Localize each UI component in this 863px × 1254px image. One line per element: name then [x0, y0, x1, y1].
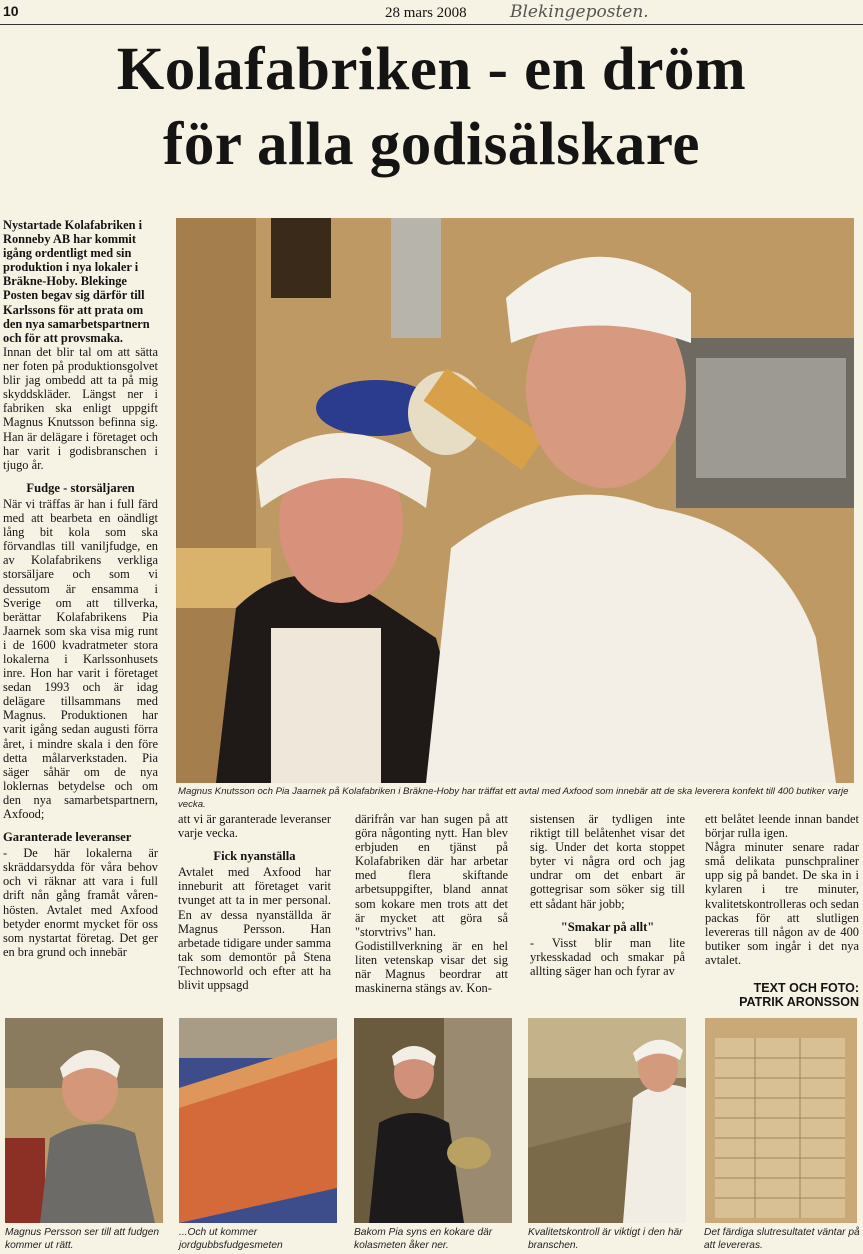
subheading-fudge: Fudge - storsäljaren [26, 480, 135, 495]
subheading-deliveries: Garanterade leveranser [3, 830, 132, 845]
paragraph: ett belåtet leende innan bandet börjar rulla igen. [705, 812, 859, 841]
publication-date: 28 mars 2008 [385, 5, 467, 21]
article-column-4 [530, 812, 685, 978]
photo-caption-1: Magnus Persson ser till att fudgen kommer ut rätt. [5, 1227, 160, 1251]
photo-caption-4: Kvalitetskontroll är viktigt i den här branschen. [528, 1227, 683, 1251]
photo-caption-2: ...Och ut kommer jordgubbsfudgesmeten [179, 1227, 283, 1251]
paragraph: Innan det blir tal om att sätta ner foten på produktionsgolvet blir jag ombedd att ta på mig skyddskläder. Längst ner i fabriken ska enligt uppgift Magnus Knutsson befinna sig. Han är delägare i företaget och har varit i godisbranschen i tjugo år. [3, 345, 158, 472]
main-photo-caption: Magnus Knutsson och Pia Jaarnek på Kolafabriken i Bräkne-Hoby har träffat ett avtal med Axfood som innebär att de ska leverera konfekt till 400 butiker varje vecka. [178, 786, 849, 810]
byline-label: TEXT OCH FOTO: [753, 981, 859, 996]
subheading-tastes-everything: "Smakar på allt" [560, 919, 655, 934]
photo-finished-boxes [705, 1018, 857, 1223]
page-header [0, 0, 863, 25]
paragraph: Avtalet med Axfood har inneburit att företaget varit tvunget att ta in mer personal. En av dessa nyanställda är Magnus Persson. Han arbetade tidigare under samma tak som demontör på Stena Technoworld och efter att ha blivit uppsagd [178, 865, 331, 993]
paragraph: Några minuter senare radar små delikata punschpraliner upp sig på bandet. De ska in i kylaren i tre minuter, kvalitetskontrolleras och sedan packas för att slutligen levereras till någon av de 400 butiker som ingår i det nya avtalet. [705, 840, 859, 967]
headline-line-1: Kolafabriken - en dröm [116, 36, 747, 103]
newspaper-name: Blekingeposten. [510, 2, 649, 22]
subheading-new-hire: Fick nyanställa [213, 849, 296, 864]
byline-author: PATRIK ARONSSON [739, 995, 859, 1010]
photo-pia-cooker [354, 1018, 512, 1223]
headline-line-2: för alla godisälskare [163, 111, 700, 178]
photo-fudge-conveyor [179, 1018, 337, 1223]
paragraph: - Visst blir man lite yrkesskadad och smakar på allting säger han och fyrar av [530, 935, 685, 978]
paragraph: därifrån var han sugen på att göra någonting nytt. Han blev erbjuden en tjänst på Kolafabriken där har arbetar med flera skiftande arbetsuppgifter, bland annat som kokare men trots att det är mycket att göra så "storvtrivs" han. [355, 812, 508, 939]
byline [705, 981, 859, 1009]
page-number: 10 [3, 3, 19, 19]
article-column-5 [705, 812, 859, 1009]
paragraph: sistensen är tydligen inte riktigt till belåtenhet visar det sig. Under det korta stoppet byter vi några ord och jag undrar om det enbart är gottegrisar som söker sig till ett sådant här jobb; [530, 812, 685, 911]
article-column-1 [3, 345, 158, 959]
article-column-3 [355, 812, 508, 995]
photo-caption-5: Det färdiga slutresultatet väntar på att levereras. [704, 1227, 860, 1251]
lead-paragraph: Nystartade Kolafabriken i Ronneby AB har kommit igång ordentligt med sin produktion i nya lokaler i Bräkne-Hoby. Blekinge Posten begav sig därför till Karlssons för att prata om den nya samarbetspartnern och för att provsmaka. [3, 218, 150, 345]
photo-quality-control [528, 1018, 686, 1223]
article-column-2 [178, 812, 331, 992]
main-photo [176, 218, 854, 783]
paragraph: - De här lokalerna är skräddarsydda för våra behov och vi räknar att vara i full drift nån gång framåt våren-hösten. Avtalet med Axfood betyder enormt mycket för oss som nystartat företag. Det ger en bra grund och innebär [3, 846, 158, 959]
headline [0, 32, 863, 182]
paragraph: När vi träffas är han i full färd med att bearbeta en oändligt lång bit kola som ska förvandlas till vaniljfudge, en av Kolafabrikens verkliga storsäljare och som vi dessutom är ensamma i Sverige om att tillverka, berättar Kolafabrikens Pia Jaarnek som ska visa mig runt i de 1600 kvadratmeter stora lokalerna i Karlssonhusets inre. Hon har varit i företaget sedan 1993 och är idag delägare tillsammans med Magnus. Produktionen har varit igång sedan augusti förra året, i mindre skala i den före detta målarverkstaden. Pia säger såhär om de nya loklernas betydelse och om den nya samarbetspartnern, Axfood; [3, 496, 158, 821]
photo-magnus-persson [5, 1018, 163, 1223]
photo-caption-3: Bakom Pia syns en kokare där kolasmeten åker ner. [354, 1227, 493, 1251]
paragraph: att vi är garanterade leveranser varje vecka. [178, 812, 331, 841]
paragraph: Godistillverkning är en hel liten vetenskap visar det sig när Magnus beordrar att maskinerna stängs av. Kon- [355, 938, 508, 996]
